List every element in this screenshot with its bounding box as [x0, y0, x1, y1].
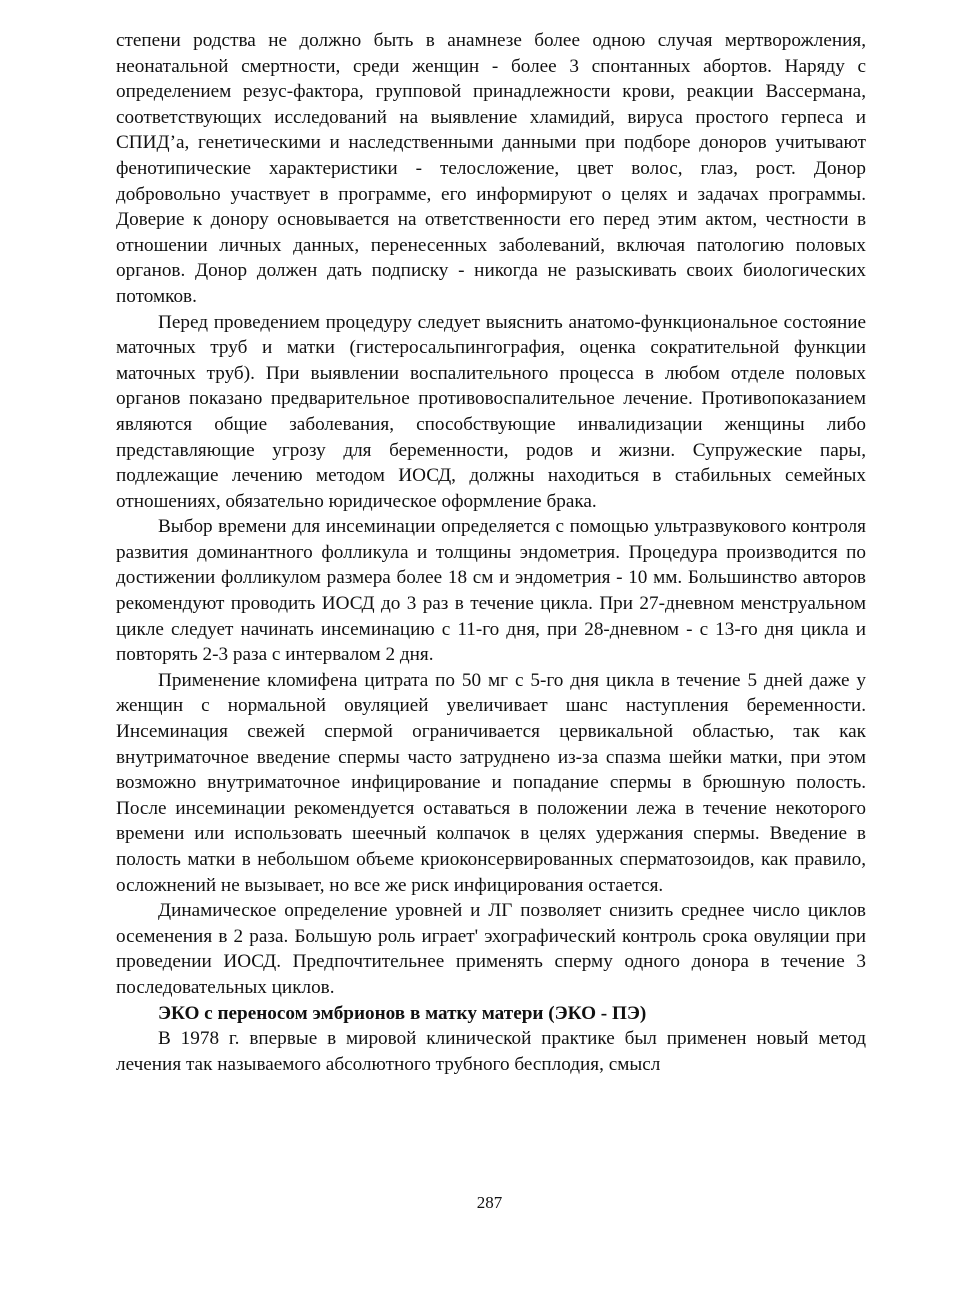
paragraph-preparation: Перед проведением процедуру следует выяснить анатомо-функциональное состояние маточных труб и матки (гистеросальпингография, оценка сократительной функции маточных труб). При выявлении воспалительного процесса в любом отделе половых органов показано предварительное противовоспалительное лечение. Противопоказанием являются общие заболевания, способствующие инвалидизации женщины либо представляющие угрозу для беременности, родов и жизни. Супружеские пары, подлежащие лечению методом ИОСД, должны находиться в стабильных семейных отношениях, обязательно юридическое оформление брака.	[116, 311, 866, 512]
section-heading: ЭКО с переносом эмбрионов в матку матери (ЭКО - ПЭ)	[158, 1002, 647, 1024]
page-number: 287	[476, 1193, 503, 1212]
paragraph-dynamic-monitoring: Динамическое определение уровней и ЛГ позволяет снизить среднее число циклов осеменения в 2 раза. Большую роль играет' эхографический контроль срока овуляции при проведении ИОСД. Предпочтительнее применять сперму одного донора в течение 3 последовательных циклов.	[116, 900, 866, 998]
document-page	[116, 28, 866, 1077]
paragraph-timing: Выбор времени для инсеминации определяется с помощью ультразвукового контроля развития доминантного фолликула и толщины эндометрия. Процедура производится по достижении фолликулом размера более 18 см и эндометрия - 10 мм. Большинство авторов рекомендуют проводить ИОСД до 3 раз в течение цикла. При 27-дневном менструальном цикле следует начинать инсеминацию с 11-го дня, при 28-дневном - с 13-го дня цикла и повторять 2-3 раза с интервалом 2 дня.	[116, 516, 866, 666]
paragraph-donor-selection: степени родства не должно быть в анамнезе более одною случая мертворожления, неонатальной смертности, среди женщин - более 3 спонтанных абортов. Наряду с определением резус-фактора, групповой принадлежности крови, реакции Вассермана, соответствующих исследований на выявление хламидий, вируса простого герпеса и СПИД’а, генетическими и наследственными данными при подборе доноров учитывают фенотипические характеристики - телосложение, цвет волос, глаз, рост. Донор добровольно участвует в программе, его информируют о целях и задачах программы. Доверие к донору основывается на ответственности его перед этим актом, честности в отношении личных данных, перенесенных заболеваний, включая патологию половых органов. Донор должен дать подписку - никогда не разыскивать своих биологических потомков.	[116, 30, 866, 307]
paragraph-eco-intro: В 1978 г. впервые в мировой клинической практике был применен новый метод лечения так называемого абсолютного трубного бесплодия, смысл	[116, 1028, 866, 1075]
paragraph-clomiphene: Применение кломифена цитрата по 50 мг с 5-го дня цикла в течение 5 дней даже у женщин с нормальной овуляцией увеличивает шанс наступления беременности. Инсеминация свежей спермой ограничивается цервикальной областью, так как внутриматочное введение спермы часто затруднено из-за спазма шейки матки, при этом возможно внутриматочное инфицирование и попадание спермы в брюшную полость. После инсеминации рекомендуется оставаться в положении лежа в течение некоторого времени или использовать шеечный колпачок в целях удержания спермы. Введение в полость матки в небольшом объеме криоконсервированных сперматозоидов, как правило, осложнений не вызывает, но все же риск инфицирования остается.	[116, 669, 866, 896]
